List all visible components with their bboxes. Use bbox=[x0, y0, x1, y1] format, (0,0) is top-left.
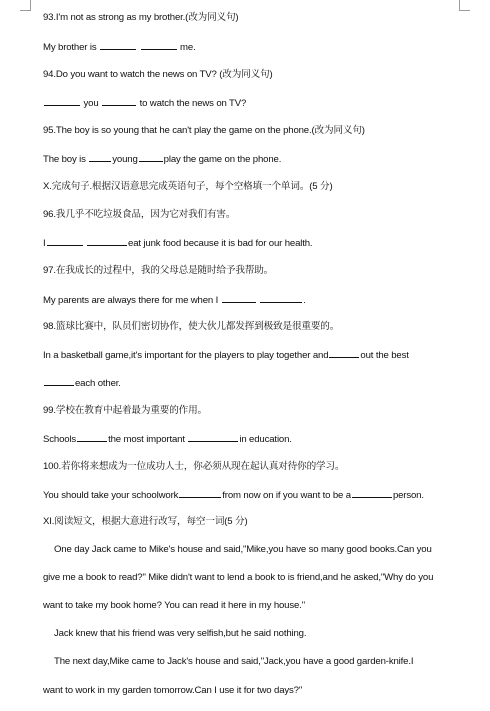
passage-line: give me a book to read?" Mike didn't want to lend a book to is friend,and he asked,"Why do you bbox=[43, 572, 434, 583]
answer-blank[interactable] bbox=[139, 152, 163, 162]
passage-line: want to take my book home? You can read it here in my house." bbox=[43, 600, 305, 611]
passage-line: The next day,Mike came to Jack's house and said,"Jack,you have a good garden-knife.I bbox=[54, 656, 414, 667]
answer-95: The boy is young play the game on the phone. bbox=[43, 154, 282, 165]
answer-blank[interactable] bbox=[329, 348, 359, 358]
page-corner-mark bbox=[20, 0, 31, 11]
question-95: 95.The boy is so young that he can't play the game on the phone.(改为同义句) bbox=[43, 125, 365, 136]
answer-blank[interactable] bbox=[77, 432, 107, 442]
answer-blank[interactable] bbox=[44, 376, 74, 386]
answer-100: You should take your schoolwork from now on if you want to be a person. bbox=[43, 490, 424, 501]
passage-line: Jack knew that his friend was very selfish,but he said nothing. bbox=[54, 628, 307, 639]
answer-blank[interactable] bbox=[141, 40, 177, 50]
answer-blank[interactable] bbox=[100, 40, 136, 50]
question-94: 94.Do you want to watch the news on TV? (改为同义句) bbox=[43, 69, 273, 80]
question-97: 97.在我成长的过程中，我的父母总是随时给予我帮助。 bbox=[43, 265, 274, 276]
answer-93: My brother is me. bbox=[43, 42, 196, 53]
question-98: 98.篮球比赛中，队员们密切协作，使大伙儿都发挥到极致是很重要的。 bbox=[43, 321, 340, 332]
page-corner-mark bbox=[459, 0, 470, 11]
answer-94: you to watch the news on TV? bbox=[43, 96, 246, 111]
question-93: 93.I'm not as strong as my brother.(改为同义句) bbox=[43, 12, 239, 23]
question-99: 99.学校在教育中起着最为重要的作用。 bbox=[43, 405, 207, 416]
answer-blank[interactable] bbox=[352, 488, 392, 498]
section-heading-xi: XI.阅读短文，根据大意进行改写，每空一词(5 分) bbox=[43, 516, 248, 527]
passage-line: want to work in my garden tomorrow.Can I use it for two days?" bbox=[43, 685, 303, 696]
question-96: 96.我几乎不吃垃圾食品，因为它对我们有害。 bbox=[43, 209, 236, 220]
passage-line: One day Jack came to Mike's house and said,"Mike,you have so many good books.Can you bbox=[54, 544, 432, 555]
answer-blank[interactable] bbox=[222, 293, 256, 303]
question-100: 100.若你将来想成为一位成功人士，你必须从现在起认真对待你的学习。 bbox=[43, 461, 345, 472]
section-heading-x: X.完成句子.根据汉语意思完成英语句子，每个空格填一个单词。(5 分) bbox=[43, 181, 333, 192]
answer-99: Schools the most important in education. bbox=[43, 434, 292, 445]
answer-blank[interactable] bbox=[260, 293, 302, 303]
answer-blank[interactable] bbox=[44, 96, 80, 106]
answer-97: My parents are always there for me when I . bbox=[43, 295, 306, 306]
answer-blank[interactable] bbox=[188, 432, 238, 442]
answer-blank[interactable] bbox=[87, 236, 127, 246]
answer-96: I eat junk food because it is bad for our health. bbox=[43, 238, 313, 249]
answer-blank[interactable] bbox=[102, 96, 136, 106]
answer-blank[interactable] bbox=[47, 236, 83, 246]
answer-blank[interactable] bbox=[89, 152, 111, 162]
answer-98: In a basketball game,it's important for the players to play together and out the best bbox=[43, 350, 409, 361]
answer-blank[interactable] bbox=[179, 488, 221, 498]
answer-98-continued: each other. bbox=[43, 376, 121, 391]
